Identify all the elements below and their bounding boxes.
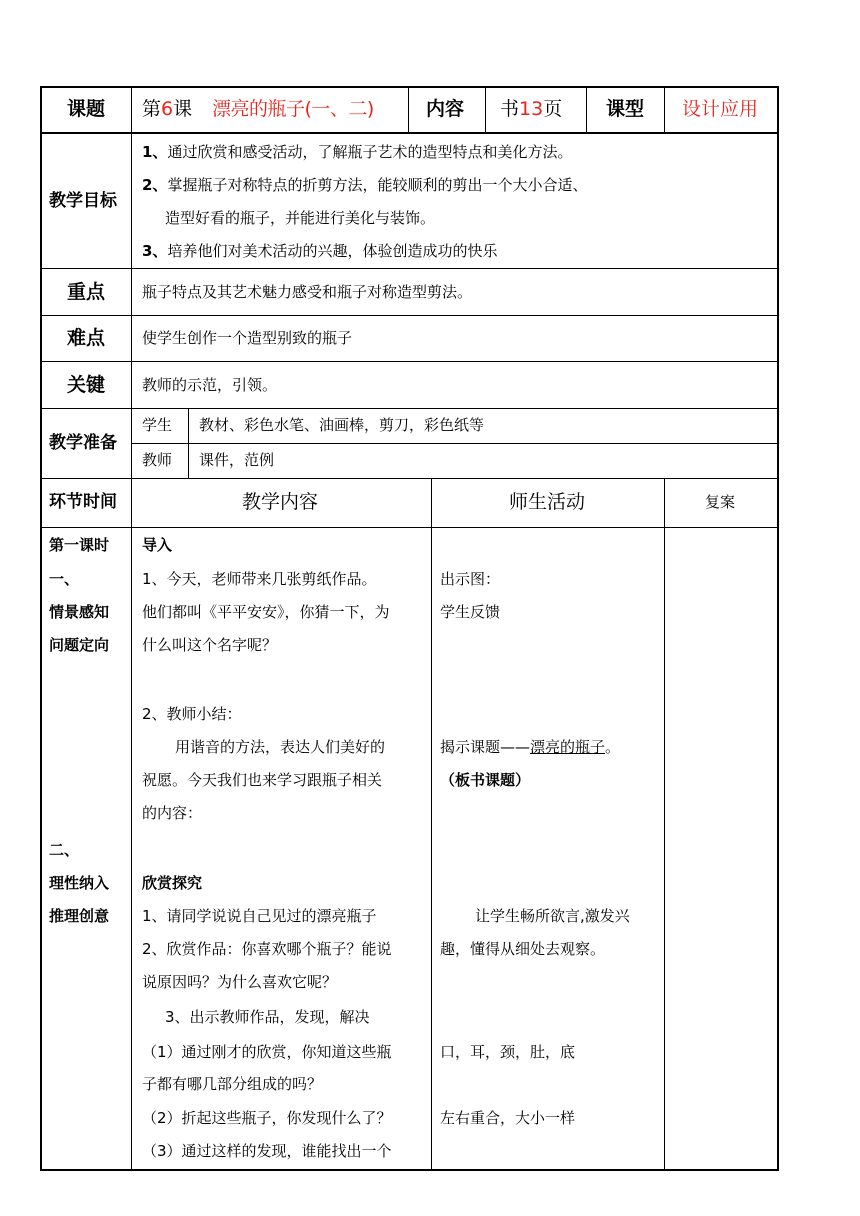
content-label: 内容 [426, 98, 465, 120]
stage-text: 情景感知 [49, 603, 110, 621]
table-border-top [40, 86, 779, 88]
difficulty-label: 难点 [67, 327, 106, 349]
activity-line: 左右重合，大小一样 [440, 1109, 576, 1127]
col-divider [431, 478, 432, 1171]
type-label: 课型 [606, 98, 645, 120]
prep-student-text: 教材、彩色水笔、油画棒，剪刀，彩色纸等 [199, 416, 485, 434]
table-border-right [777, 86, 779, 1171]
content-line: 欣赏探究 [142, 874, 203, 892]
stage-text: 二、 [49, 841, 80, 859]
goal-item: 3、培养他们对美术活动的兴趣，体验创造成功的快乐 [142, 242, 498, 260]
activity-line: 出示图： [440, 570, 501, 588]
content-line: 什么叫这个名字呢？ [142, 636, 278, 654]
activity-line: 让学生畅所欲言,激发兴 [475, 907, 630, 925]
prep-label: 教学准备 [49, 433, 117, 453]
col-divider [408, 86, 409, 132]
key-text: 教师的示范，引领。 [142, 376, 278, 394]
content-line: （3）通过这样的发现，谁能找出一个 [142, 1142, 392, 1160]
activity-line: 学生反馈 [440, 603, 501, 621]
difficulty-text: 使学生创作一个造型别致的瓶子 [142, 329, 353, 347]
row-divider [40, 527, 779, 528]
content-line: 的内容： [142, 804, 203, 822]
content-line: 说原因吗？为什么喜欢它呢？ [142, 973, 338, 991]
col-divider [188, 408, 189, 478]
stage-text: 一、 [49, 570, 80, 588]
lesson-number: 第6课 [142, 98, 193, 120]
stage-text: 第一课时 [49, 536, 110, 554]
content-line: 导入 [142, 536, 173, 554]
activity-line: 口，耳，颈，肚，底 [440, 1043, 576, 1061]
col-header-content: 教学内容 [242, 491, 319, 513]
col-header-time: 环节时间 [49, 492, 117, 512]
focus-label: 重点 [67, 281, 106, 303]
col-divider [664, 478, 665, 1171]
stage-text: 问题定向 [49, 636, 110, 654]
book-page: 书13页 [500, 98, 563, 120]
activity-line: 揭示课题——漂亮的瓶子。 [440, 738, 621, 756]
row-divider [132, 443, 779, 444]
activity-line: （板书课题） [440, 771, 531, 789]
content-line: （1）通过刚才的欣赏，你知道这些瓶 [142, 1043, 392, 1061]
content-line: 1、请同学说说自己见过的漂亮瓶子 [142, 907, 377, 925]
goal-item: 造型好看的瓶子，并能进行美化与装饰。 [165, 209, 436, 227]
prep-student-label: 学生 [142, 416, 173, 434]
row-divider [40, 408, 779, 409]
row-divider [40, 268, 779, 269]
activity-line: 趣，懂得从细处去观察。 [440, 940, 606, 958]
content-line: 子都有哪几部分组成的吗？ [142, 1075, 323, 1093]
topic-label: 课题 [67, 98, 106, 120]
col-divider [485, 86, 486, 132]
content-line: 2、教师小结： [142, 705, 242, 723]
row-divider [40, 478, 779, 479]
content-line: （2）折起这些瓶子，你发现什么了？ [142, 1109, 392, 1127]
goal-item: 2、掌握瓶子对称特点的折剪方法，能较顺利的剪出一个大小合适、 [142, 176, 588, 194]
content-line: 2、欣赏作品：你喜欢哪个瓶子？能说 [142, 940, 392, 958]
content-line: 他们都叫《平平安安》，你猜一下，为 [142, 603, 390, 621]
content-line: 用谐音的方法，表达人们美好的 [175, 738, 386, 756]
content-line: 祝愿。今天我们也来学习跟瓶子相关 [142, 771, 383, 789]
stage-text: 理性纳入 [49, 874, 110, 892]
prep-teacher-label: 教师 [142, 451, 173, 469]
row-divider [40, 132, 779, 134]
col-divider [131, 86, 132, 1171]
col-divider [664, 86, 665, 132]
table-border-left [40, 86, 42, 1171]
stage-text: 推理创意 [49, 907, 110, 925]
content-line: 1、今天，老师带来几张剪纸作品。 [142, 570, 377, 588]
key-label: 关键 [67, 374, 106, 396]
focus-text: 瓶子特点及其艺术魅力感受和瓶子对称造型剪法。 [142, 283, 473, 301]
content-line: 3、出示教师作品，发现，解决 [165, 1008, 370, 1026]
table-border-bottom [40, 1169, 779, 1171]
col-header-review: 复案 [705, 493, 736, 511]
type-value: 设计应用 [682, 98, 759, 120]
lesson-title: 漂亮的瓶子(一、二) [212, 98, 374, 120]
row-divider [40, 361, 779, 362]
col-divider [586, 86, 587, 132]
row-divider [40, 315, 779, 316]
col-header-activity: 师生活动 [509, 491, 586, 513]
prep-teacher-text: 课件，范例 [199, 451, 275, 469]
goal-item: 1、通过欣赏和感受活动，了解瓶子艺术的造型特点和美化方法。 [142, 143, 573, 161]
goals-label: 教学目标 [49, 191, 117, 211]
